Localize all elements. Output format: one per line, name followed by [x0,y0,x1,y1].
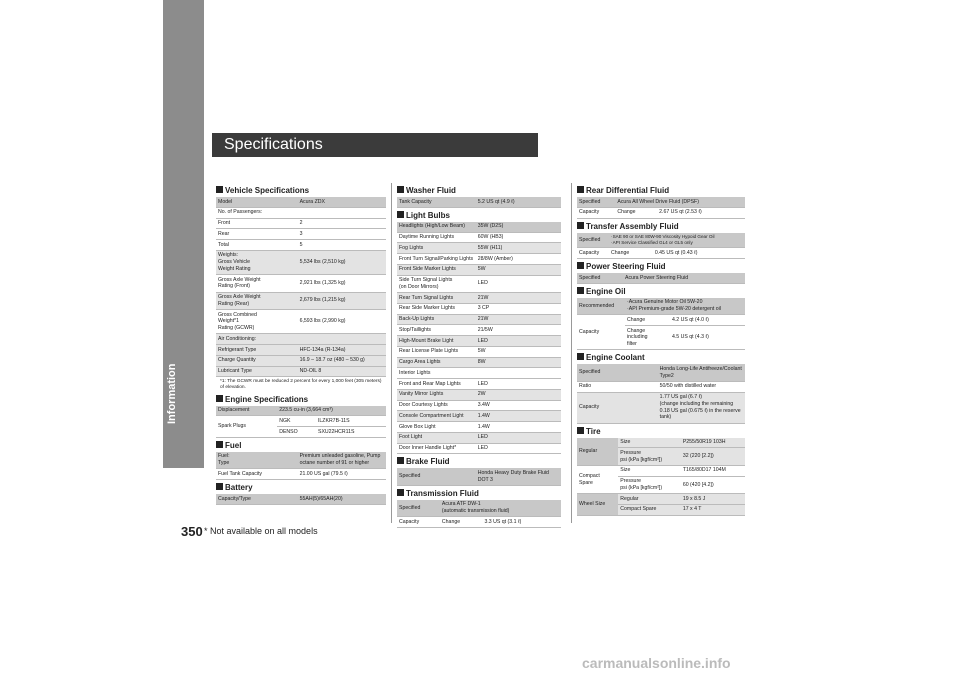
battery-heading: Battery [216,483,386,492]
column-divider [571,183,572,523]
row-label: Stop/Taillights [397,325,476,336]
row-label: Specified [397,468,476,485]
table-row [216,240,386,251]
vehicle-spec-table [216,197,386,377]
table-row [216,197,386,207]
coolant-table [577,364,745,423]
capacity-label: Capacity [577,315,625,350]
table-row [397,232,561,243]
table-row [216,345,386,356]
row-value: 2,921 lbs (1,325 kg) [298,275,386,293]
row-value [476,368,561,379]
table-row [216,334,386,345]
row-value: 55W (H11) [476,243,561,254]
table-row [397,336,561,347]
row-label: Air Conditioning: [216,334,298,345]
size-label: Size [618,465,681,476]
engine-spec-heading: Engine Specifications [216,395,386,404]
row-value: Honda Long-Life Antifreeze/Coolant Type2 [658,364,745,381]
row-value: LED [476,275,561,293]
table-row [397,422,561,433]
row-label: Gross Combined Weight*1 Rating (GCWR) [216,310,298,334]
column-3 [577,186,745,519]
table-row [397,346,561,357]
row-label: Refrigerant Type [216,345,298,356]
row-label: Rear License Plate Lights [397,346,476,357]
displacement-label: Displacement [216,406,277,416]
table-row [216,218,386,229]
row-value: 21W [476,314,561,325]
row-value [298,334,386,345]
recommended-label: Recommended [577,298,625,315]
row-value: Acura ZDX [298,197,386,207]
table-row [397,325,561,336]
row-value: 8W [476,357,561,368]
row-value: LED [476,432,561,443]
vehicle-footnote: *1: The GCWR must be reduced 2 percent for every 1,000 feet (305 meters) of elevation. [220,379,382,391]
table-row [397,243,561,254]
table-row [577,364,745,381]
capacity-label: Capacity [577,207,615,218]
column-1 [216,186,386,508]
row-value: 28/8W (Amber) [476,254,561,265]
row-label: Headlights (High/Low Beam) [397,222,476,232]
spec-value: Acura Power Steering Fluid [623,273,745,283]
size-label: Size [618,438,681,448]
bulbs-table [397,222,561,455]
table-row [216,355,386,366]
row-value [298,207,386,218]
table-row [216,494,386,504]
row-value: 16.9 – 18.7 oz (480 – 530 g) [298,355,386,366]
capacity-value: 4.5 US qt (4.3 ℓ) [670,326,745,350]
fuel-heading: Fuel [216,441,386,450]
row-value: 3 [298,229,386,240]
table-row [397,222,561,232]
row-label: Vanity Mirror Lights [397,389,476,400]
steering-table [577,273,745,284]
row-value: 1.4W [476,411,561,422]
row-label: Gross Axle Weight Rating (Rear) [216,292,298,310]
change-label: Change including filter [625,326,670,350]
table-row [397,400,561,411]
rear-diff-table [577,197,745,219]
battery-table [216,494,386,505]
table-row [397,432,561,443]
table-row [397,379,561,390]
row-label: Fuel: Type [216,452,298,469]
table-row [216,250,386,274]
spec-value: ·SAE 90 or SAE 80W-90 Viscosity Hypoid Gear Oil ·API Service Classified GL4 or GL5 only [609,233,745,248]
capacity-value: 2.67 US qt (2.53 ℓ) [657,207,745,218]
wheel-size-label: Wheel Size [577,494,618,516]
row-value: 35W (D2S) [476,222,561,232]
row-value: LED [476,336,561,347]
row-label: Gross Axle Weight Rating (Front) [216,275,298,293]
page-footnote: * Not available on all models [204,526,318,536]
table-row [216,229,386,240]
row-label: No. of Passengers: [216,207,298,218]
spec-label: Specified [577,233,609,248]
table-row [397,357,561,368]
change-label: Change [625,315,670,326]
displacement-value: 223.5 cu-in (3,664 cm³) [277,406,386,416]
row-value: 2W [476,389,561,400]
table-row [577,392,745,423]
row-value: 1.4W [476,422,561,433]
washer-heading: Washer Fluid [397,186,561,195]
watermark: carmanualsonline.info [582,655,731,671]
row-value: ND-OIL 8 [298,366,386,377]
bulbs-heading: Light Bulbs [397,211,561,220]
pressure-label: Pressure psi (kPa [kgf/cm²]) [618,476,681,494]
plug-brand: NGK [277,416,316,427]
wheel-type: Compact Spare [618,504,681,515]
spec-value: Acura All Wheel Drive Fluid (DPSF) [615,197,745,207]
plug-model: SXU22HCR11S [316,427,386,438]
row-label: Rear Side Marker Lights [397,303,476,314]
page-title: Specifications [212,133,538,157]
brake-heading: Brake Fluid [397,457,561,466]
row-value: 5.2 US qt (4.9 ℓ) [476,197,561,207]
row-value: 5W [476,346,561,357]
row-label: Side Turn Signal Lights (on Door Mirrors) [397,275,476,293]
capacity-label: Capacity [577,248,609,259]
tire-table [577,438,745,516]
transfer-heading: Transfer Assembly Fluid [577,222,745,231]
page-number: 350 [181,524,203,539]
row-value: 60W (HB3) [476,232,561,243]
row-label: Capacity [577,392,658,423]
row-value: 21W [476,293,561,304]
row-value: LED [476,379,561,390]
vehicle-spec-heading: Vehicle Specifications [216,186,386,195]
wheel-value: 17 x 4 T [681,504,745,515]
table-row [397,411,561,422]
wheel-type: Regular [618,494,681,505]
size-value: T165/80D17 104M [681,465,745,476]
row-label: Door Inner Handle Light* [397,443,476,454]
plug-model: ILZKR7B-11S [316,416,386,427]
capacity-label: Capacity [397,517,440,528]
transfer-table [577,233,745,260]
table-row [397,264,561,275]
tire-regular-label: Regular [577,438,618,466]
row-value: 3.4W [476,400,561,411]
table-row [397,303,561,314]
row-value: 5W [476,264,561,275]
table-row [397,197,561,207]
row-label: High-Mount Brake Light [397,336,476,347]
row-value: HFC-134a (R-134a) [298,345,386,356]
row-value: Premium unleaded gasoline, Pump octane number of 91 or higher [298,452,386,469]
row-label: Rear [216,229,298,240]
table-row [397,368,561,379]
row-value: 1.77 US gal (6.7 ℓ) (change including the remaining 0.18 US gal (0.675 ℓ) in the reserve tank) [658,392,745,423]
tire-compact-label: Compact Spare [577,465,618,493]
row-label: Interior Lights [397,368,476,379]
table-row [397,254,561,265]
spec-label: Specified [577,197,615,207]
row-label: Charge Quantity [216,355,298,366]
engine-spec-table [216,406,386,438]
fuel-table [216,452,386,480]
table-row [397,389,561,400]
row-label: Front Turn Signal/Parking Lights [397,254,476,265]
capacity-value: 0.45 US qt (0.43 ℓ) [653,248,745,259]
row-label: Door Courtesy Lights [397,400,476,411]
pressure-value: 60 (420 [4.2]) [681,476,745,494]
size-value: P255/50R19 103H [681,438,745,448]
table-row [397,314,561,325]
table-row [397,468,561,485]
column-divider [391,183,392,523]
row-value: 6,593 lbs (2,990 kg) [298,310,386,334]
spec-label: Specified [577,273,623,283]
row-label: Specified [577,364,658,381]
table-row [216,366,386,377]
transmission-table [397,500,561,528]
row-label: Total [216,240,298,251]
row-value: Honda Heavy Duty Brake Fluid DOT 3 [476,468,561,485]
table-row [216,275,386,293]
column-2 [397,186,561,531]
row-label: Front [216,218,298,229]
recommended-value: ·Acura Genuine Motor Oil 5W-20 ·API Premium-grade 5W-20 detergent oil [625,298,745,315]
spec-label: Specified [397,500,440,517]
table-row [216,292,386,310]
row-label: Tank Capacity [397,197,476,207]
table-row [397,275,561,293]
pressure-value: 32 (220 [2.2]) [681,448,745,466]
row-label: Cargo Area Lights [397,357,476,368]
table-row [216,469,386,480]
tire-heading: Tire [577,427,745,436]
spark-plugs-label: Spark Plugs [216,416,277,438]
steering-heading: Power Steering Fluid [577,262,745,271]
row-label: Daytime Running Lights [397,232,476,243]
row-label: Ratio [577,381,658,392]
oil-table [577,298,745,351]
table-row [397,293,561,304]
row-value: 3 CP [476,303,561,314]
row-value: 5 [298,240,386,251]
row-label: Glove Box Light [397,422,476,433]
row-label: Fog Lights [397,243,476,254]
row-value: 5,534 lbs (2,510 kg) [298,250,386,274]
table-row [216,310,386,334]
row-label: Lubricant Type [216,366,298,377]
row-label: Foot Light [397,432,476,443]
row-label: Weights: Gross Vehicle Weight Rating [216,250,298,274]
capacity-value: 3.3 US qt (3.1 ℓ) [482,517,561,528]
table-row [216,207,386,218]
row-value: 55AH(5)/65AH(20) [298,494,386,504]
pressure-label: Pressure psi (kPa [kgf/cm²]) [618,448,681,466]
row-value: 2,679 lbs (1,215 kg) [298,292,386,310]
row-value: 50/50 with distilled water [658,381,745,392]
change-label: Change [615,207,657,218]
change-label: Change [440,517,483,528]
washer-table [397,197,561,208]
row-value: LED [476,443,561,454]
change-label: Change [609,248,653,259]
rear-diff-heading: Rear Differential Fluid [577,186,745,195]
row-label: Console Compartment Light [397,411,476,422]
row-value: 21.00 US gal (79.5 ℓ) [298,469,386,480]
plug-brand: DENSO [277,427,316,438]
row-value: 21/5W [476,325,561,336]
row-label: Back-Up Lights [397,314,476,325]
sidebar-label: Information [166,363,178,425]
row-label: Rear Turn Signal Lights [397,293,476,304]
transmission-heading: Transmission Fluid [397,489,561,498]
row-label: Capacity/Type [216,494,298,504]
brake-table [397,468,561,486]
row-label: Front Side Marker Lights [397,264,476,275]
row-value: 2 [298,218,386,229]
row-label: Fuel Tank Capacity [216,469,298,480]
table-row [397,443,561,454]
wheel-value: 19 x 8.5 J [681,494,745,505]
oil-heading: Engine Oil [577,287,745,296]
spec-value: Acura ATF DW-1 (automatic transmission fluid) [440,500,561,517]
table-row [577,381,745,392]
row-label: Front and Rear Map Lights [397,379,476,390]
table-row [216,452,386,469]
capacity-value: 4.2 US qt (4.0 ℓ) [670,315,745,326]
coolant-heading: Engine Coolant [577,353,745,362]
row-label: Model [216,197,298,207]
